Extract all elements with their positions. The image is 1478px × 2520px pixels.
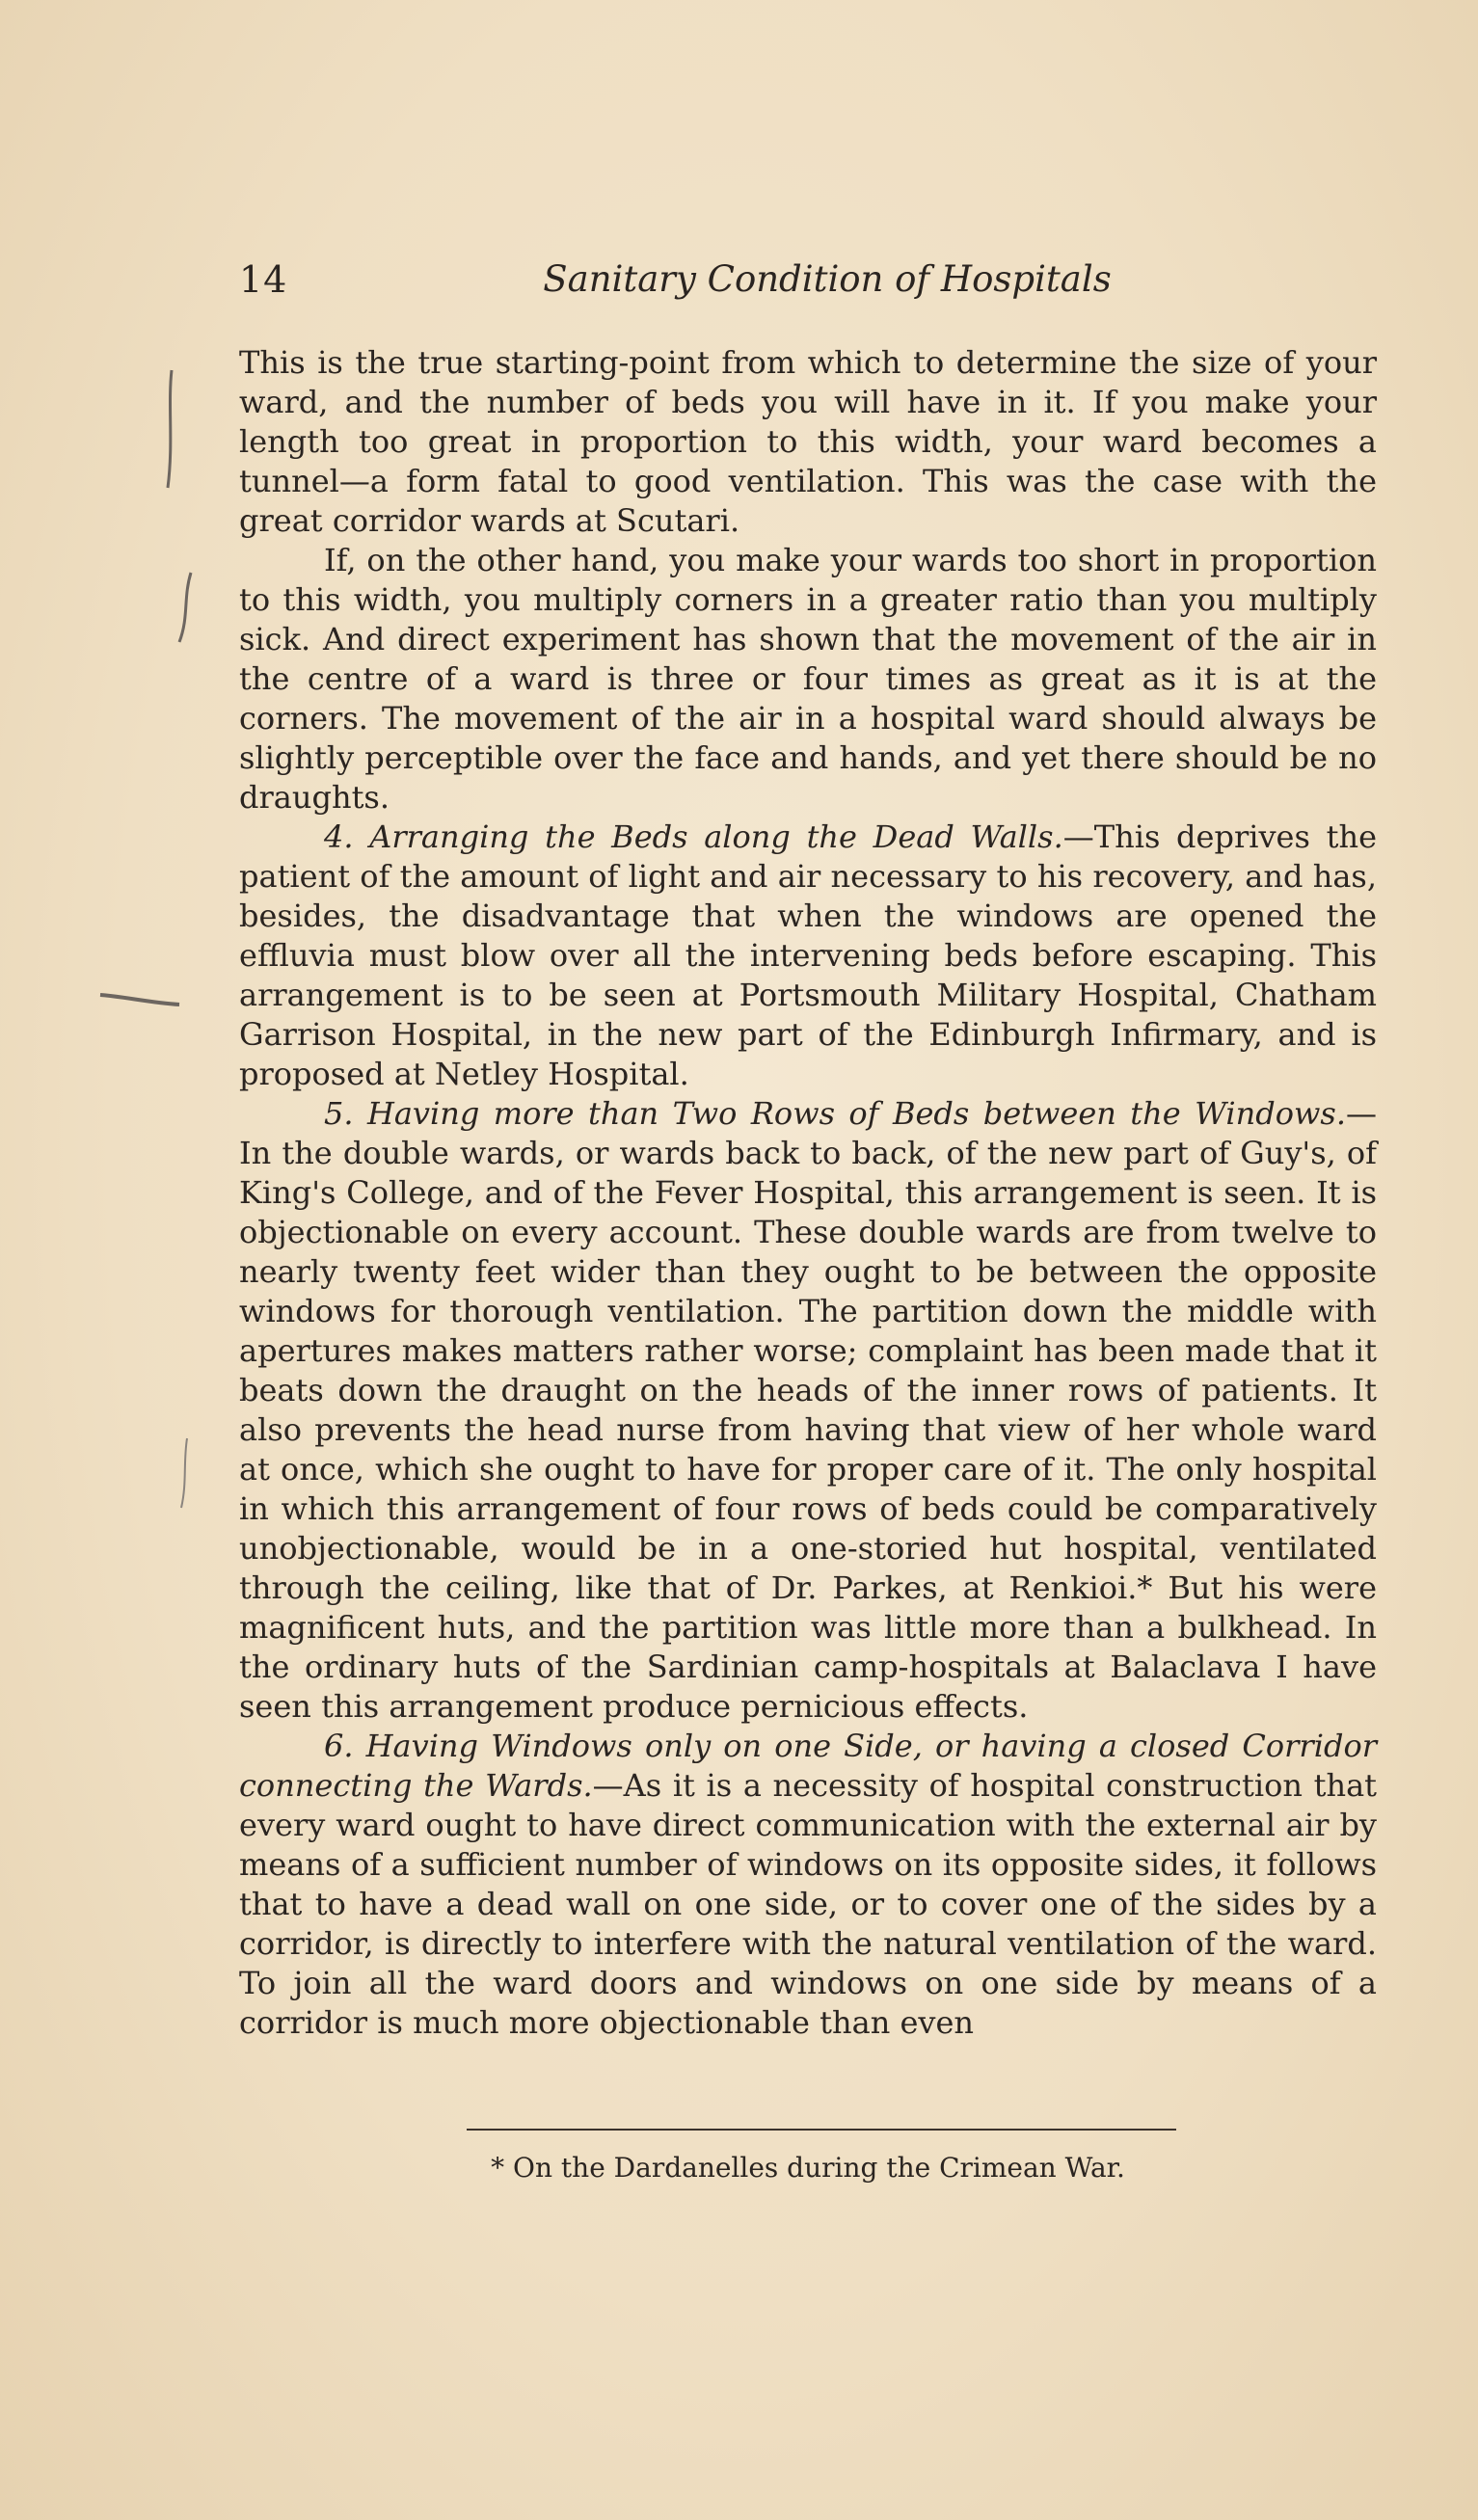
body-text — [239, 343, 1377, 2043]
running-head — [239, 258, 1377, 312]
paragraph-text: This is the true starting-point from which to determine the size of your ward, and the number of beds you will have in it. If you make your length too great in proportion to this width, your ward becomes a tunnel—a form fatal to good ventilation. This was the case with the great corridor wards at Scutari. — [239, 344, 1377, 539]
margin-pencil-mark — [154, 366, 183, 492]
margin-pencil-mark — [172, 569, 201, 646]
section-heading: 4. Arranging the Beds along the Dead Walls. — [324, 818, 1063, 855]
margin-pencil-mark — [96, 983, 183, 1012]
running-title: Sanitary Condition of Hospitals — [543, 258, 1112, 300]
section-heading: 6. Having Windows only on one Side, or having a closed Corridor connecting the Wards. — [239, 1728, 1377, 1804]
paragraph — [239, 1094, 1377, 1727]
paragraph — [239, 541, 1377, 818]
section-heading: 5. Having more than Two Rows of Beds between the Windows. — [324, 1095, 1346, 1132]
paragraph — [239, 343, 1377, 541]
footnote: * On the Dardanelles during the Crimean War. — [491, 2152, 1125, 2184]
footnote-rule — [467, 2129, 1176, 2131]
paragraph-text: —As it is a necessity of hospital construction that every ward ought to have direct communication with the external air by means of a sufficient number of windows on its opposite sides, it follows that to have a dead wall on one side, or to cover one of the sides by a corridor, is directly to interfere with the natural ventilation of the ward. To join all the ward doors and windows on one side by means of a corridor is much more objectionable than even — [239, 1767, 1378, 2041]
paragraph-text: — In the double wards, or wards back to back, of the new part of Guy's, of King's College, and of the Fever Hospital, this arrangement is seen. It is objectionable on every account. These double wards are from twelve to nearly twenty feet wider than they ought to be between the opposite windows for thorough ventilation. The partition down the middle with apertures makes matters rather worse; complaint has been made that it beats down the draught on the heads of the inner rows of patients. It also prevents the head nurse from having that view of her whole ward at once, which she ought to have for proper care of it. The only hospital in which this arrangement of four rows of beds could be comparatively unobjectionable, would be in a one-storied hut hospital, ventilated through the ceiling, like that of Dr. Parkes, at Renkioi.* But his were magnificent huts, and the partition was little more than a bulkhead. In the ordinary huts of the Sardinian camp-hospitals at Balaclava I have seen this arrangement produce pernicious effects. — [239, 1095, 1377, 1725]
page-number: 14 — [239, 258, 288, 301]
margin-pencil-mark — [175, 1434, 195, 1512]
paragraph — [239, 818, 1377, 1094]
paragraph-text: If, on the other hand, you make your wards too short in proportion to this width, you multiply corners in a greater ratio than you multiply sick. And direct experiment has shown that the movement of the air in the centre of a ward is three or four times as great as it is at the corners. The movement of the air in a hospital ward should always be slightly perceptible over the face and hands, and yet there should be no draughts. — [239, 542, 1377, 816]
paragraph — [239, 1727, 1377, 2043]
paragraph-text: —This deprives the patient of the amount of light and air necessary to his recovery, and has, besides, the disadvantage that when the windows are opened the effluvia must blow over all the intervening beds before escaping. This arrangement is to be seen at Portsmouth Military Hospital, Chatham Garrison Hospital, in the new part of the Edinburgh Infirmary, and is proposed at Netley Hospital. — [239, 818, 1378, 1092]
